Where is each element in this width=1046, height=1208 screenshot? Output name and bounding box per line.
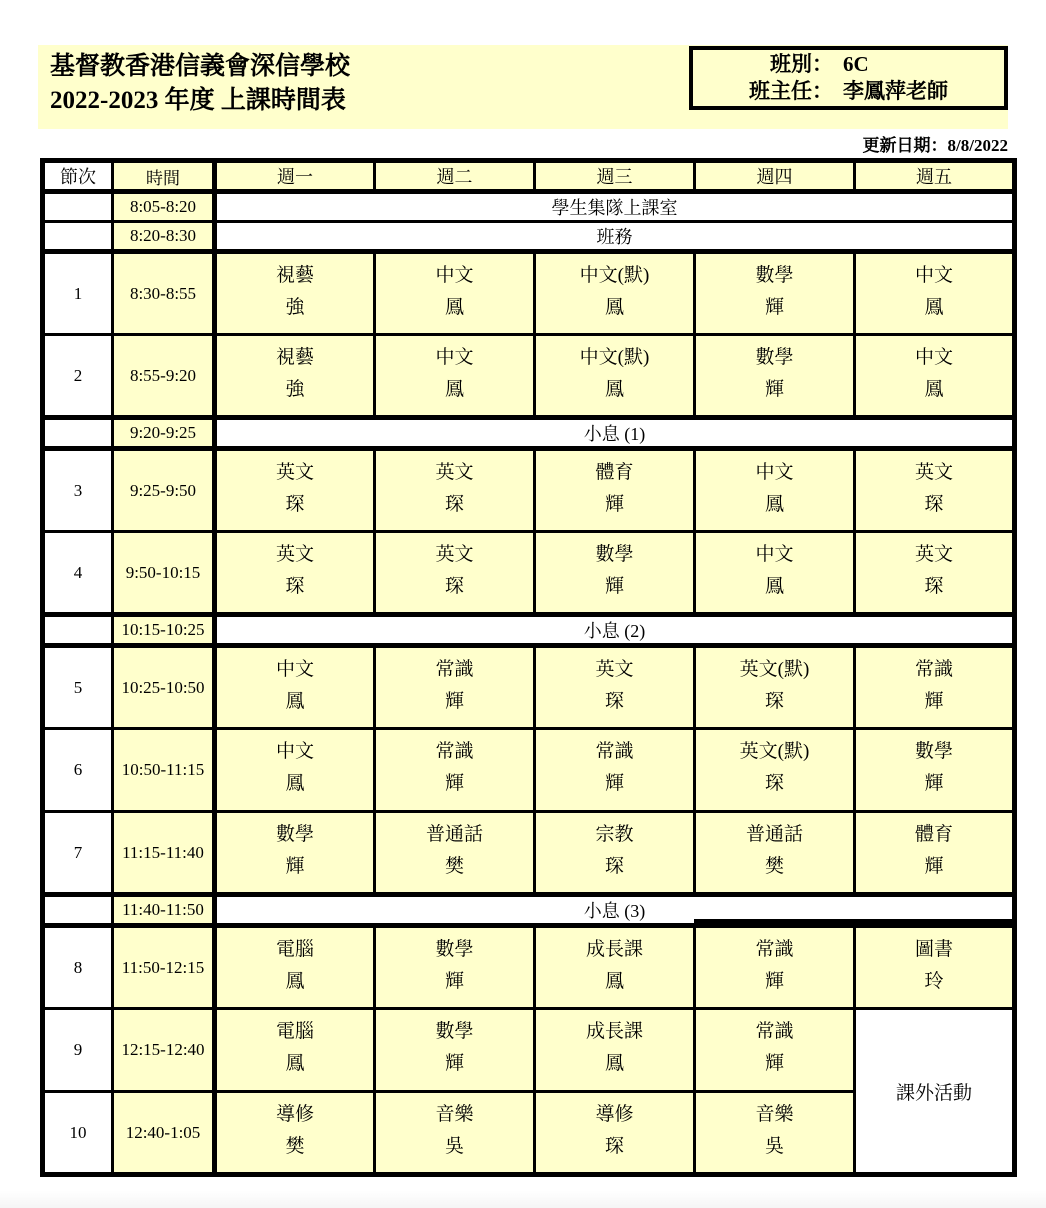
time-cell: 8:20-8:30 xyxy=(113,222,215,252)
time-cell: 10:50-11:15 xyxy=(113,729,215,812)
subject-cell xyxy=(855,532,1015,615)
time-cell: 8:05-8:20 xyxy=(113,192,215,222)
subject-name: 體育 xyxy=(595,462,634,483)
teacher-name: 輝 xyxy=(604,494,624,515)
subject-cell xyxy=(535,335,695,418)
class-teacher-value: 李鳳萍老師 xyxy=(843,79,948,103)
subject-cell xyxy=(855,646,1015,729)
time-cell: 10:15-10:25 xyxy=(113,615,215,646)
period-number-cell xyxy=(43,895,113,926)
teacher-name: 輝 xyxy=(924,773,944,794)
subject-cell xyxy=(535,812,695,895)
subject-cell xyxy=(695,729,855,812)
subject-name: 視藝 xyxy=(275,347,314,368)
subject-cell xyxy=(695,252,855,335)
time-cell: 12:15-12:40 xyxy=(113,1009,215,1092)
period-row-5 xyxy=(43,646,1015,729)
subject-cell xyxy=(855,335,1015,418)
break-label-text: 小息 (3) xyxy=(583,901,646,921)
subject-cell xyxy=(535,252,695,335)
updated-date: 更新日期：8/8/2022 xyxy=(862,136,1008,155)
subject-cell xyxy=(215,335,375,418)
teacher-name: 強 xyxy=(285,379,305,400)
teacher-name: 琛 xyxy=(604,1136,624,1157)
period-number-cell xyxy=(43,615,113,646)
subject-cell xyxy=(535,646,695,729)
teacher-name: 琛 xyxy=(924,494,944,515)
period-row-4 xyxy=(43,532,1015,615)
period-row-1 xyxy=(43,252,1015,335)
teacher-name: 鳳 xyxy=(924,379,944,400)
subject-name: 常識 xyxy=(435,659,474,680)
subject-name: 英文 xyxy=(275,544,314,565)
subject-name: 英文 xyxy=(914,462,953,483)
subject-cell xyxy=(695,926,855,1009)
teacher-name: 鳳 xyxy=(924,297,944,318)
teacher-name: 輝 xyxy=(444,1053,464,1074)
teacher-name: 強 xyxy=(285,297,305,318)
subject-cell xyxy=(215,449,375,532)
time-cell: 8:55-9:20 xyxy=(113,335,215,418)
subject-name: 常識 xyxy=(755,1021,794,1042)
break-row-1 xyxy=(43,418,1015,449)
period-number-cell: 7 xyxy=(43,812,113,895)
col-header-monday: 週一 xyxy=(215,161,375,192)
subject-name: 數學 xyxy=(275,824,314,845)
teacher-name: 琛 xyxy=(285,494,305,515)
period-row-2 xyxy=(43,335,1015,418)
subject-name: 英文 xyxy=(435,544,474,565)
period-number-cell: 4 xyxy=(43,532,113,615)
subject-name: 數學 xyxy=(755,347,794,368)
teacher-name: 樊 xyxy=(764,856,784,877)
subject-name: 圖書 xyxy=(914,939,953,960)
period-number-cell: 10 xyxy=(43,1092,113,1175)
subject-name: 成長課 xyxy=(585,939,643,960)
subject-cell xyxy=(855,729,1015,812)
period-row-8 xyxy=(43,926,1015,1009)
subject-cell xyxy=(535,449,695,532)
subject-name: 中文 xyxy=(914,265,953,286)
subject-cell xyxy=(855,812,1015,895)
period-row-6 xyxy=(43,729,1015,812)
class-value: 6C xyxy=(843,52,869,76)
teacher-name: 鳳 xyxy=(444,297,464,318)
period-row-7 xyxy=(43,812,1015,895)
time-cell: 8:30-8:55 xyxy=(113,252,215,335)
subject-name: 英文 xyxy=(435,462,474,483)
break-row-2 xyxy=(43,615,1015,646)
subject-name: 數學 xyxy=(595,544,634,565)
subject-cell xyxy=(695,449,855,532)
subject-name: 電腦 xyxy=(275,1021,314,1042)
teacher-name: 鳳 xyxy=(604,379,624,400)
subject-name: 中文 xyxy=(435,347,474,368)
subject-cell xyxy=(215,1009,375,1092)
time-cell: 10:25-10:50 xyxy=(113,646,215,729)
teacher-name: 鳳 xyxy=(764,494,784,515)
class-duty-label: 班務 xyxy=(215,222,1015,252)
subject-name: 常識 xyxy=(755,939,794,960)
school-name: 基督教香港信義會深信學校 xyxy=(50,53,351,80)
time-cell: 12:40-1:05 xyxy=(113,1092,215,1175)
teacher-name: 輝 xyxy=(924,856,944,877)
time-cell: 11:40-11:50 xyxy=(113,895,215,926)
teacher-name: 鳳 xyxy=(764,576,784,597)
teacher-name: 吳 xyxy=(444,1136,464,1157)
header-band xyxy=(38,45,1008,129)
col-header-wednesday: 週三 xyxy=(535,161,695,192)
subject-name: 常識 xyxy=(595,741,634,762)
subject-cell xyxy=(695,646,855,729)
teacher-name: 鳳 xyxy=(444,379,464,400)
class-info-box xyxy=(689,46,1008,110)
subject-name: 中文 xyxy=(914,347,953,368)
subject-name: 宗教 xyxy=(595,824,634,845)
subject-cell xyxy=(215,1092,375,1175)
subject-name: 常識 xyxy=(914,659,953,680)
period-number-cell: 5 xyxy=(43,646,113,729)
subject-cell xyxy=(215,646,375,729)
subject-cell xyxy=(695,812,855,895)
teacher-name: 琛 xyxy=(604,856,624,877)
period-number-cell xyxy=(43,418,113,449)
period-row-9 xyxy=(43,1009,1015,1092)
teacher-name: 輝 xyxy=(764,1053,784,1074)
break-label: 小息 (1) xyxy=(215,418,1015,449)
subject-cell xyxy=(855,252,1015,335)
subject-cell xyxy=(695,532,855,615)
subject-cell xyxy=(375,532,535,615)
subject-cell xyxy=(695,1009,855,1092)
subject-name: 成長課 xyxy=(585,1021,643,1042)
subject-cell xyxy=(375,812,535,895)
subject-name: 導修 xyxy=(275,1104,314,1125)
subject-cell xyxy=(375,646,535,729)
time-cell: 9:50-10:15 xyxy=(113,532,215,615)
subject-cell xyxy=(695,1092,855,1175)
subject-cell xyxy=(375,335,535,418)
teacher-name: 輝 xyxy=(764,971,784,992)
teacher-name: 吳 xyxy=(764,1136,784,1157)
subject-name: 英文 xyxy=(275,462,314,483)
period-number-cell xyxy=(43,192,113,222)
break-label xyxy=(215,895,1015,926)
subject-name: 中文 xyxy=(755,544,794,565)
col-header-friday: 週五 xyxy=(855,161,1015,192)
subject-cell xyxy=(215,812,375,895)
subject-cell xyxy=(215,729,375,812)
period-number-cell: 1 xyxy=(43,252,113,335)
subject-cell xyxy=(215,926,375,1009)
subject-name: 數學 xyxy=(755,265,794,286)
class-teacher-label: 班主任： xyxy=(749,79,833,103)
teacher-name: 琛 xyxy=(924,576,944,597)
teacher-name: 琛 xyxy=(285,576,305,597)
subject-name: 中文 xyxy=(435,265,474,286)
subject-name: 音樂 xyxy=(755,1104,794,1125)
subject-name: 數學 xyxy=(435,1021,474,1042)
period-number-cell: 9 xyxy=(43,1009,113,1092)
extracurricular-cell: 課外活動 xyxy=(855,1009,1015,1175)
break-row-3 xyxy=(43,895,1015,926)
subject-name: 常識 xyxy=(435,741,474,762)
teacher-name: 琛 xyxy=(764,691,784,712)
subject-cell xyxy=(535,926,695,1009)
subject-name: 中文 xyxy=(275,741,314,762)
teacher-name: 樊 xyxy=(285,1136,305,1157)
teacher-name: 琛 xyxy=(444,494,464,515)
subject-name: 中文(默) xyxy=(579,347,650,368)
subject-name: 中文(默) xyxy=(579,265,650,286)
teacher-name: 輝 xyxy=(604,576,624,597)
class-info-grid xyxy=(749,51,948,105)
subject-cell xyxy=(375,449,535,532)
subject-cell xyxy=(535,1092,695,1175)
period-number-cell: 6 xyxy=(43,729,113,812)
period-row-3 xyxy=(43,449,1015,532)
period-number-cell: 3 xyxy=(43,449,113,532)
col-header-tuesday: 週二 xyxy=(375,161,535,192)
teacher-name: 輝 xyxy=(924,691,944,712)
subject-name: 英文(默) xyxy=(739,659,810,680)
subject-name: 英文 xyxy=(595,659,634,680)
col-header-period: 節次 xyxy=(43,161,113,192)
time-cell: 11:15-11:40 xyxy=(113,812,215,895)
subject-cell xyxy=(855,449,1015,532)
subject-cell xyxy=(535,532,695,615)
page-title xyxy=(50,50,350,118)
subject-name: 數學 xyxy=(914,741,953,762)
teacher-name: 鳳 xyxy=(604,1053,624,1074)
teacher-name: 鳳 xyxy=(604,297,624,318)
subject-cell xyxy=(535,729,695,812)
teacher-name: 輝 xyxy=(764,297,784,318)
class-label: 班別： xyxy=(770,52,833,76)
subject-cell xyxy=(375,729,535,812)
teacher-name: 輝 xyxy=(604,773,624,794)
teacher-name: 鳳 xyxy=(285,1053,305,1074)
subject-cell xyxy=(375,1009,535,1092)
break-label: 小息 (2) xyxy=(215,615,1015,646)
period-number-cell: 2 xyxy=(43,335,113,418)
col-header-thursday: 週四 xyxy=(695,161,855,192)
teacher-name: 樊 xyxy=(444,856,464,877)
header-row xyxy=(43,161,1015,192)
teacher-name: 鳳 xyxy=(604,971,624,992)
subject-cell xyxy=(375,1092,535,1175)
assembly-label: 學生集隊上課室 xyxy=(215,192,1015,222)
subject-name: 普通話 xyxy=(745,824,803,845)
subject-name: 普通話 xyxy=(425,824,483,845)
subject-name: 體育 xyxy=(914,824,953,845)
subject-cell xyxy=(375,926,535,1009)
col-header-time: 時間 xyxy=(113,161,215,192)
teacher-name: 琛 xyxy=(604,691,624,712)
teacher-name: 輝 xyxy=(444,691,464,712)
teacher-name: 琛 xyxy=(764,773,784,794)
teacher-name: 鳳 xyxy=(285,691,305,712)
teacher-name: 輝 xyxy=(764,379,784,400)
subject-name: 音樂 xyxy=(435,1104,474,1125)
subject-name: 英文 xyxy=(914,544,953,565)
teacher-name: 鳳 xyxy=(285,773,305,794)
subject-name: 數學 xyxy=(435,939,474,960)
time-cell: 11:50-12:15 xyxy=(113,926,215,1009)
teacher-name: 鳳 xyxy=(285,971,305,992)
border-bar xyxy=(694,919,1015,926)
subject-cell xyxy=(215,252,375,335)
period-number-cell xyxy=(43,222,113,252)
subject-name: 視藝 xyxy=(275,265,314,286)
assembly-row xyxy=(43,192,1015,222)
subject-cell xyxy=(375,252,535,335)
subject-cell xyxy=(535,1009,695,1092)
class-duty-row xyxy=(43,222,1015,252)
subject-cell xyxy=(855,926,1015,1009)
teacher-name: 玲 xyxy=(924,971,944,992)
timetable xyxy=(40,158,1017,1177)
subject-cell xyxy=(695,335,855,418)
teacher-name: 輝 xyxy=(285,856,305,877)
subject-name: 電腦 xyxy=(275,939,314,960)
period-number-cell: 8 xyxy=(43,926,113,1009)
teacher-name: 輝 xyxy=(444,971,464,992)
teacher-name: 琛 xyxy=(444,576,464,597)
subject-name: 中文 xyxy=(275,659,314,680)
subject-name: 導修 xyxy=(595,1104,634,1125)
time-cell: 9:25-9:50 xyxy=(113,449,215,532)
timetable-title: 2022-2023 年度 上課時間表 xyxy=(50,87,346,114)
teacher-name: 輝 xyxy=(444,773,464,794)
page-bottom-shade xyxy=(0,1190,1046,1208)
time-cell: 9:20-9:25 xyxy=(113,418,215,449)
subject-name: 中文 xyxy=(755,462,794,483)
subject-name: 英文(默) xyxy=(739,741,810,762)
subject-cell xyxy=(215,532,375,615)
